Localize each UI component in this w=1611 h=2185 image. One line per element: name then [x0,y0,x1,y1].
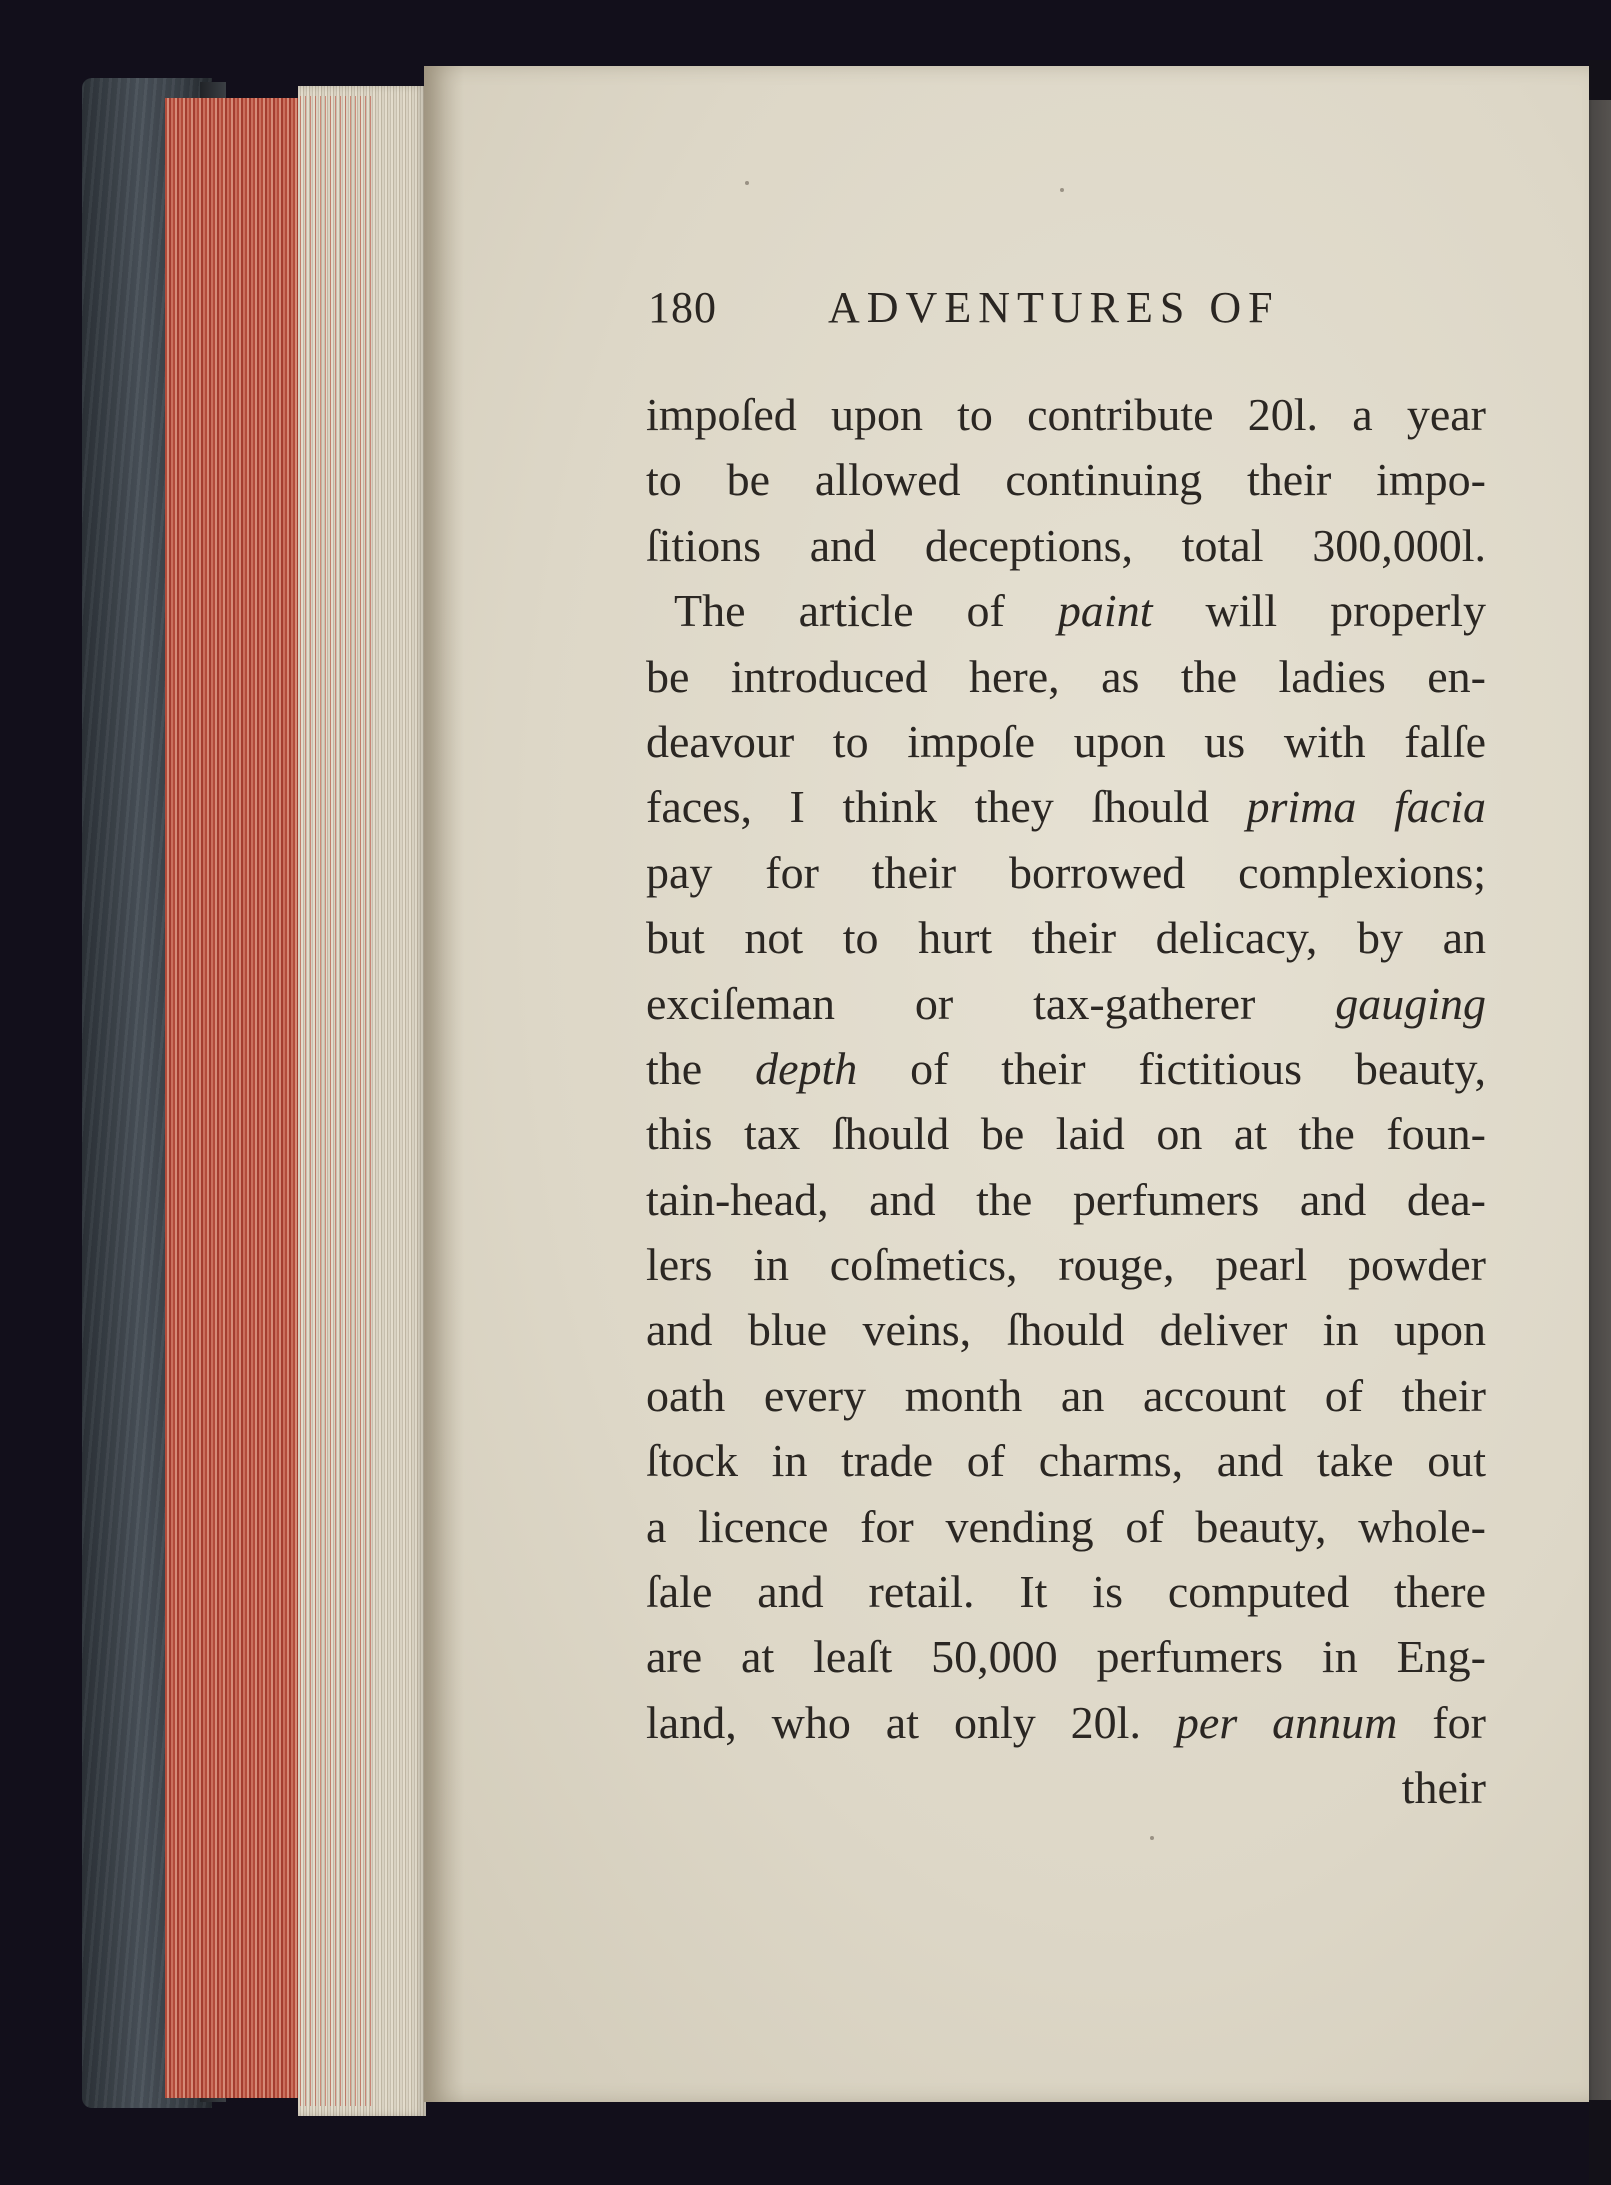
text-run: faces, I think they ſhould [646,781,1247,833]
text-line: ſitions and deceptions, total 300,000l. [646,519,1486,571]
italic-run: depth [755,1042,858,1094]
running-title: ADVENTURES OF [828,283,1280,332]
text-line: this tax ſhould be laid on at the foun- [646,1108,1486,1160]
text-run: exciſeman or tax-gatherer [646,977,1336,1029]
body-text [646,382,1486,1821]
catchword: their [1401,1762,1486,1814]
text-line: ſtock in trade of charms, and take out [646,1435,1486,1487]
text-run: The article of [674,585,1058,637]
text-line: ſale and retail. It is computed there [646,1566,1486,1618]
text-line: oath every month an account of their [646,1369,1486,1421]
text-line: lers in coſmetics, rouge, pearl powder [646,1239,1486,1291]
italic-run: per annum [1175,1696,1398,1748]
paper-speck [745,181,749,185]
page-edges [165,98,300,2098]
text-line: tain-head, and the perfumers and dea- [646,1173,1486,1225]
gutter-shadow [424,66,464,2102]
text-line: are at leaſt 50,000 perfumers in Eng- [646,1631,1486,1683]
text-line [646,578,1486,643]
facing-page-shadow [1589,60,1611,2185]
text-run: land, who at only 20l. [646,1696,1176,1748]
text-line [646,971,1486,1036]
text-line [646,1036,1486,1101]
text-run: will properly [1152,585,1486,637]
text-line: a licence for vending of beauty, whole- [646,1500,1486,1552]
italic-run: prima facia [1246,781,1486,833]
text-line [646,1690,1486,1755]
page-number: 180 [648,283,717,332]
text-run: of their fictitious beauty, [857,1042,1486,1094]
running-head [640,282,1420,342]
text-line: to be allowed continuing their impo- [646,454,1486,506]
text-line: impoſed upon to contribute 20l. a year [646,389,1486,440]
page-stack-stain [300,96,375,2106]
text-line [646,774,1486,839]
text-line: but not to hurt their delicacy, by an [646,912,1486,964]
italic-run: gauging [1335,977,1486,1029]
text-run: for [1397,1696,1487,1748]
text-line: deavour to impoſe upon us with falſe [646,715,1486,767]
text-line: be introduced here, as the ladies en- [646,650,1486,702]
text-line: pay for their borrowed complexions; [646,846,1486,898]
text-line: and blue veins, ſhould deliver in upon [646,1304,1486,1356]
paper-speck [1060,188,1064,192]
italic-run: paint [1057,585,1153,637]
paper-speck [1150,1836,1154,1840]
text-run: the [646,1042,756,1094]
